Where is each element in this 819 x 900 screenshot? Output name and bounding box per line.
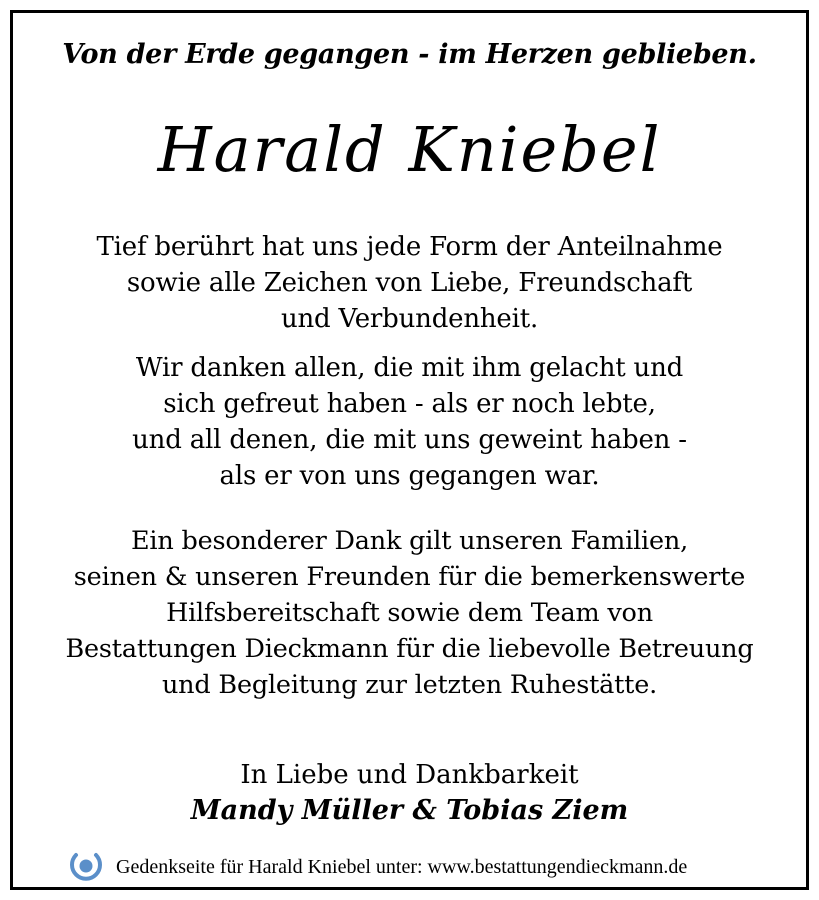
paragraph-line: und all denen, die mit uns geweint haben - — [132, 425, 687, 455]
signers: Mandy Müller & Tobias Ziem — [190, 795, 629, 826]
paragraph-line: Wir danken allen, die mit ihm gelacht und — [135, 353, 684, 383]
memorial-page-footer — [68, 849, 687, 885]
headline: Von der Erde gegangen - im Herzen geblieben. — [62, 39, 757, 70]
thanks-paragraph-1 — [13, 229, 806, 337]
paragraph-line: und Verbundenheit. — [280, 304, 539, 334]
thanks-paragraph-3 — [13, 523, 806, 703]
paragraph-line: als er von uns gegangen war. — [219, 461, 600, 491]
paragraph-line: sich gefreut haben - als er noch lebte, — [163, 389, 656, 419]
paragraph-line: Tief berührt hat uns jede Form der Anteilnahme — [96, 232, 723, 262]
memorial-page-link[interactable]: Gedenkseite für Harald Kniebel unter: www.bestattungendieckmann.de — [116, 855, 688, 878]
paragraph-line: und Begleitung zur letzten Ruhestätte. — [161, 670, 658, 700]
deceased-name: Harald Kniebel — [157, 113, 662, 186]
paragraph-line: seinen & unseren Freunden für die bemerkenswerte — [73, 562, 746, 592]
paragraph-line: Hilfsbereitschaft sowie dem Team von — [166, 598, 653, 628]
closing-line: In Liebe und Dankbarkeit — [240, 760, 579, 790]
paragraph-line: Bestattungen Dieckmann für die liebevolle Betreuung — [65, 634, 754, 664]
thanks-paragraph-2 — [13, 350, 806, 494]
paragraph-line: sowie alle Zeichen von Liebe, Freundschaft — [126, 268, 693, 298]
obituary-notice — [10, 10, 809, 890]
memorial-logo-icon — [68, 849, 104, 885]
paragraph-line: Ein besonderer Dank gilt unseren Familien, — [130, 526, 689, 556]
